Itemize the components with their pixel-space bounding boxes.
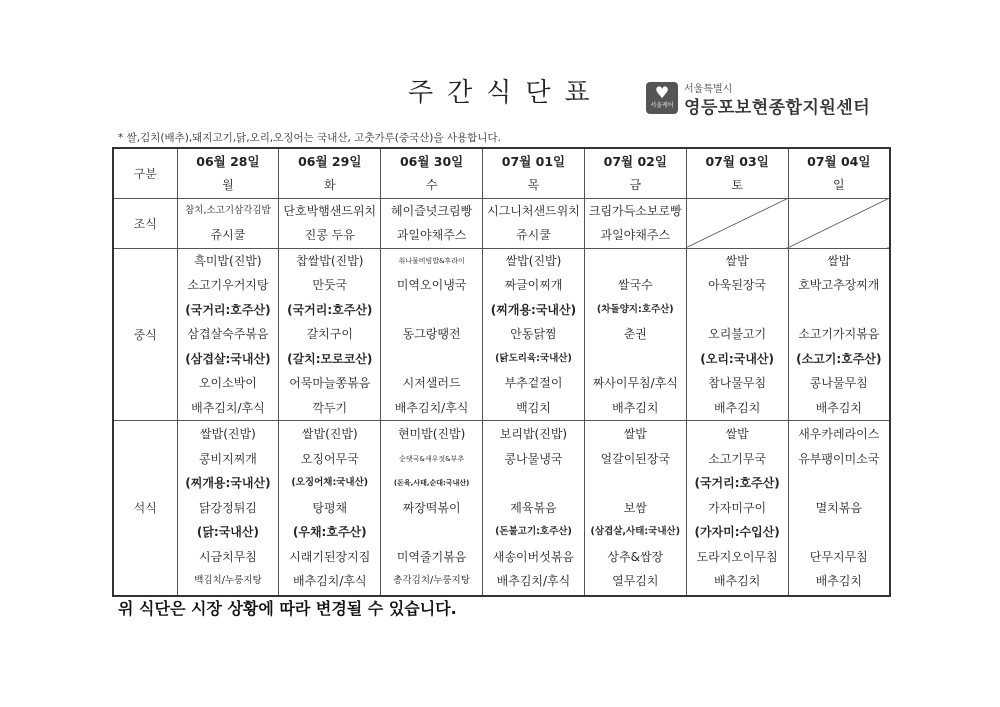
lunch-menu-item: (국거리:호주산) <box>287 302 373 317</box>
dinner-menu-item <box>585 471 686 496</box>
dinner-row <box>113 421 890 596</box>
dinner-menu-item: 도라지오이무침 <box>696 549 778 564</box>
lunch-menu-item: 찹쌀밥(진밥) <box>296 253 364 268</box>
breakfast-cell-6 <box>788 198 890 248</box>
dinner-cell-0 <box>177 421 279 596</box>
lunch-label: 중식 <box>113 248 177 421</box>
dinner-cell-2 <box>381 421 483 596</box>
lunch-menu-item: 배추김치 <box>815 400 862 415</box>
dinner-menu-item: 시금치무침 <box>198 549 257 564</box>
day-weekday: 화 <box>323 178 336 193</box>
lunch-menu-item: (닭도리육:국내산) <box>495 352 572 364</box>
day-header-0 <box>177 148 279 198</box>
breakfast-menu-item: 쥬시쿨 <box>210 228 246 242</box>
lunch-menu-item: (차돌양지:호주산) <box>596 303 674 315</box>
dinner-menu-item: 쌀밥 <box>725 427 749 441</box>
lunch-menu-item: (찌개용:국내산) <box>490 302 577 317</box>
dinner-menu-item: 순댓국&새우젓&부추 <box>399 454 465 463</box>
day-date: 07월 03일 <box>705 154 769 170</box>
breakfast-menu-item: 참치,소고기삼각김밥 <box>185 205 271 216</box>
lunch-menu-item: 아욱된장국 <box>708 278 767 292</box>
lunch-menu-item: 배추김치 <box>713 400 761 415</box>
lunch-menu-item: (삼겹살:국내산) <box>185 351 271 366</box>
day-header-3 <box>483 148 585 198</box>
breakfast-menu-item: 시그니처샌드위치 <box>487 204 580 218</box>
dinner-menu-item: 배추김치 <box>815 574 862 588</box>
dinner-menu-item: 배추김치/후식 <box>292 574 367 588</box>
lunch-menu-item: 안동닭찜 <box>510 327 557 341</box>
dinner-menu-item: 소고기무국 <box>708 451 767 466</box>
dinner-menu-item: 보리밥(진밥) <box>499 427 568 441</box>
lunch-menu-item: 삼겹살숙주볶음 <box>187 327 269 341</box>
lunch-menu-item: 오리불고기 <box>708 327 767 341</box>
dinner-menu-item: (우채:호주산) <box>292 525 367 539</box>
day-header-4 <box>584 148 686 198</box>
breakfast-cell-0 <box>177 198 279 248</box>
lunch-menu-item: 쌀밥(진밥) <box>505 253 562 268</box>
lunch-menu-item: 참나물무침 <box>708 376 767 390</box>
dinner-menu-item: 새송이버섯볶음 <box>492 549 575 564</box>
breakfast-menu-item: 크림가득소보로빵 <box>588 204 682 218</box>
dinner-menu-item <box>483 471 584 496</box>
dinner-cell-6 <box>788 421 890 596</box>
dinner-menu-item: 콩비지찌개 <box>198 451 257 466</box>
day-weekday: 수 <box>425 178 438 193</box>
day-date: 06월 30일 <box>399 154 464 170</box>
dinner-menu-item: (국거리:호주산) <box>694 476 780 490</box>
lunch-menu-item: 배추김치/후식 <box>191 400 265 415</box>
lunch-menu-item: (갈치:모로코산) <box>287 351 373 366</box>
lunch-menu-item: 배추김치/후식 <box>394 400 469 415</box>
lunch-menu-item <box>789 298 889 323</box>
lunch-cell-3 <box>483 248 585 421</box>
lunch-menu-item: 소고기우거지탕 <box>187 278 269 292</box>
lunch-menu-item: 백김치 <box>516 400 551 415</box>
dinner-menu-item: 배추김치/후식 <box>496 574 571 588</box>
dinner-menu-item: 새우카레라이스 <box>798 427 880 441</box>
seoul-care-logo-icon: ♥ 서울케어 <box>646 82 678 114</box>
dinner-menu-item: 짜장떡볶이 <box>402 500 461 515</box>
menu-change-notice: 위 식단은 시장 상황에 따라 변경될 수 있습니다. <box>118 599 457 618</box>
dinner-menu-item: (삼겹살,사태:국내산) <box>590 526 681 537</box>
dinner-menu-item: 멸치볶음 <box>815 500 862 515</box>
center-logo <box>646 80 896 120</box>
day-date: 06월 28일 <box>196 154 260 170</box>
breakfast-row <box>113 198 890 248</box>
lunch-menu-item: 시저샐러드 <box>402 376 461 390</box>
lunch-cell-5 <box>686 248 788 421</box>
breakfast-label: 조식 <box>113 198 177 248</box>
dinner-menu-item: 배추김치 <box>713 574 761 588</box>
breakfast-menu-item: 진콩 두유 <box>304 228 355 242</box>
dinner-menu-item: (돈육,사태,순대:국내산) <box>393 479 470 487</box>
lunch-menu-item: 쌀국수 <box>617 278 653 292</box>
dinner-menu-item: 콩나물냉국 <box>504 451 563 466</box>
lunch-cell-6 <box>788 248 890 421</box>
dinner-menu-item: 쌀밥(진밥) <box>301 427 358 441</box>
lunch-menu-item <box>687 298 788 323</box>
dinner-cell-3 <box>483 421 585 596</box>
dinner-menu-item: 탕평채 <box>312 500 348 515</box>
day-weekday: 금 <box>629 178 642 193</box>
dinner-menu-item <box>789 471 889 496</box>
breakfast-menu-item: 과일야채주스 <box>396 228 467 242</box>
dinner-menu-item: 쌀밥(진밥) <box>200 427 256 441</box>
dinner-menu-item <box>381 520 482 545</box>
breakfast-cell-4 <box>584 198 686 248</box>
lunch-menu-item: 갈치구이 <box>306 327 353 341</box>
dinner-menu-item: 제육볶음 <box>510 500 557 515</box>
dinner-cell-1 <box>279 421 381 596</box>
dinner-menu-item: 단무지무침 <box>809 549 868 564</box>
lunch-menu-item: 부추겉절이 <box>504 376 563 390</box>
day-header-5 <box>686 148 788 198</box>
dinner-menu-item <box>789 520 889 545</box>
lunch-cell-4 <box>584 248 686 421</box>
dinner-menu-item: 현미밥(진밥) <box>397 427 466 441</box>
lunch-menu-item: (오리:국내산) <box>700 351 774 366</box>
lunch-menu-item: 콩나물무침 <box>809 376 868 390</box>
lunch-menu-item <box>381 347 482 372</box>
lunch-menu-item: 짜사이무침/후식 <box>592 376 678 390</box>
lunch-cell-1 <box>279 248 381 421</box>
lunch-menu-item: 소고기가지볶음 <box>798 327 880 341</box>
day-weekday: 월 <box>222 178 234 193</box>
breakfast-menu-item: 과일야채주스 <box>600 228 671 242</box>
lunch-menu-item: (국거리:호주산) <box>185 302 271 317</box>
day-date: 07월 02일 <box>603 154 667 170</box>
dinner-menu-item: (닭:국내산) <box>196 525 259 539</box>
dinner-menu-item: 유부팽이미소국 <box>798 451 880 466</box>
lunch-menu-item: 깍두기 <box>312 400 348 415</box>
dinner-menu-item: (가자미:수입산) <box>694 525 780 539</box>
dinner-menu-item: 백김치/누룽지탕 <box>194 575 262 586</box>
dinner-menu-item: (오징어채:국내산) <box>291 477 369 488</box>
page-title: 주간식단표 <box>408 78 604 108</box>
dinner-cell-4 <box>584 421 686 596</box>
day-weekday: 일 <box>832 178 845 193</box>
lunch-menu-item: 춘권 <box>623 327 647 341</box>
dinner-menu-item: 가자미구이 <box>708 500 767 515</box>
lunch-menu-item: 만둣국 <box>312 278 348 292</box>
day-date: 07월 01일 <box>501 154 566 170</box>
dinner-menu-item: 쌀밥 <box>623 427 647 441</box>
dinner-menu-item: 얼갈이된장국 <box>600 451 671 466</box>
dinner-menu-item: 시래기된장지짐 <box>289 549 371 564</box>
breakfast-cell-1 <box>279 198 381 248</box>
dinner-cell-5 <box>686 421 788 596</box>
dinner-menu-item: (돈불고기:호주산) <box>495 526 572 537</box>
lunch-menu-item: 쌀밥 <box>725 253 749 268</box>
lunch-menu-item <box>585 347 686 372</box>
breakfast-cell-2 <box>381 198 483 248</box>
weekly-menu-table <box>112 147 891 597</box>
dinner-menu-item: 보쌈 <box>623 500 647 515</box>
lunch-menu-item: 호박고추장찌개 <box>798 278 880 292</box>
lunch-menu-item: 짜글이찌개 <box>504 278 563 292</box>
breakfast-menu-item: 헤이즐넛크림빵 <box>391 204 473 218</box>
day-header-6 <box>788 148 890 198</box>
breakfast-menu-item: 쥬시쿨 <box>516 228 551 242</box>
day-weekday: 토 <box>731 178 743 193</box>
lunch-menu-item: 쌀밥 <box>827 253 851 268</box>
lunch-menu-item <box>381 298 482 323</box>
header-label: 구분 <box>113 148 177 198</box>
day-header-1 <box>279 148 381 198</box>
dinner-label: 석식 <box>113 421 177 596</box>
dinner-menu-item: 닭강정튀김 <box>198 500 257 515</box>
breakfast-menu-item: 단호박햄샌드위치 <box>283 204 377 218</box>
breakfast-cell-5 <box>686 198 788 248</box>
lunch-row <box>113 248 890 421</box>
dinner-menu-item: 오징어무국 <box>300 451 359 466</box>
lunch-menu-item <box>585 249 686 274</box>
lunch-menu-item: 배추김치 <box>612 400 659 415</box>
logo-city: 서울특별시 <box>684 84 733 95</box>
day-date: 06월 29일 <box>298 154 362 170</box>
dinner-menu-item: 열무김치 <box>612 574 659 588</box>
day-date: 07월 04일 <box>807 154 871 170</box>
ingredient-origin-notice: * 쌀,김치(배추),돼지고기,닭,오리,오징어는 국내산, 고춧가루(중국산)을 사용합니다. <box>118 132 501 144</box>
day-header-2 <box>381 148 483 198</box>
logo-center-name: 영등포보현종합지원센터 <box>684 98 871 118</box>
lunch-menu-item: 미역오이냉국 <box>396 278 467 292</box>
lunch-menu-item: 어묵마늘쫑볶음 <box>289 376 371 390</box>
lunch-menu-item: 오이소박이 <box>198 376 257 390</box>
dinner-menu-item: (찌개용:국내산) <box>185 476 271 490</box>
breakfast-cell-3 <box>483 198 585 248</box>
dinner-menu-item: 미역줄기볶음 <box>396 549 467 564</box>
lunch-menu-item: 흑미밥(진밥) <box>194 253 262 268</box>
lunch-cell-2 <box>381 248 483 421</box>
lunch-menu-item: (소고기:호주산) <box>796 351 882 366</box>
dinner-menu-item: 상추&쌈장 <box>607 549 664 564</box>
lunch-menu-item: 취나물비빔밥&후라이 <box>398 256 465 265</box>
lunch-menu-item: 동그랑땡전 <box>402 327 461 341</box>
lunch-cell-0 <box>177 248 279 421</box>
day-weekday: 목 <box>527 178 540 193</box>
header-row <box>113 148 890 198</box>
dinner-menu-item: 총각김치/누룽지탕 <box>393 575 470 586</box>
